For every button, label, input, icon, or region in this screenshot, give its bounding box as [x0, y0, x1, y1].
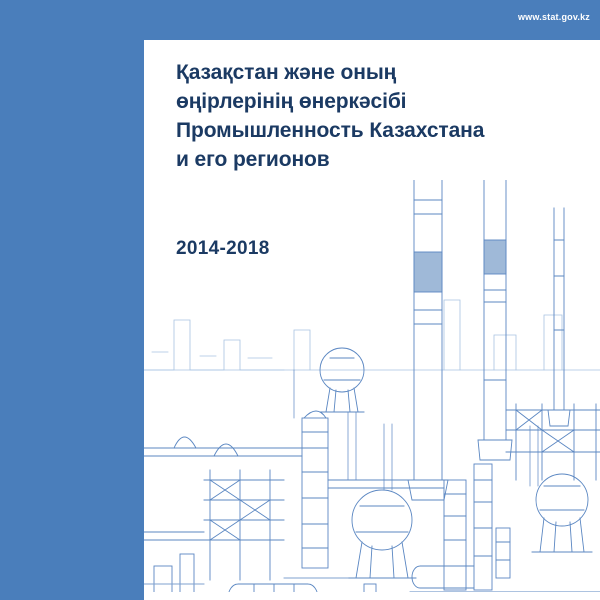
year-range: 2014-2018	[176, 238, 270, 259]
website-url[interactable]: www.stat.gov.kz	[517, 12, 590, 22]
title-line-kz-1: Қазақстан және оның	[176, 61, 397, 84]
title-line-ru-1: Промышленность Казахстана	[176, 119, 485, 142]
page-title	[176, 58, 576, 174]
spine-edge-divider	[138, 0, 144, 600]
title-line-kz-2: өңірлерінің өнеркәсібі	[176, 90, 407, 113]
bottom-white-margin	[144, 592, 600, 600]
title-line-ru-2: и его регионов	[176, 148, 330, 171]
top-blue-bar	[144, 0, 600, 40]
left-blue-band	[0, 0, 144, 600]
